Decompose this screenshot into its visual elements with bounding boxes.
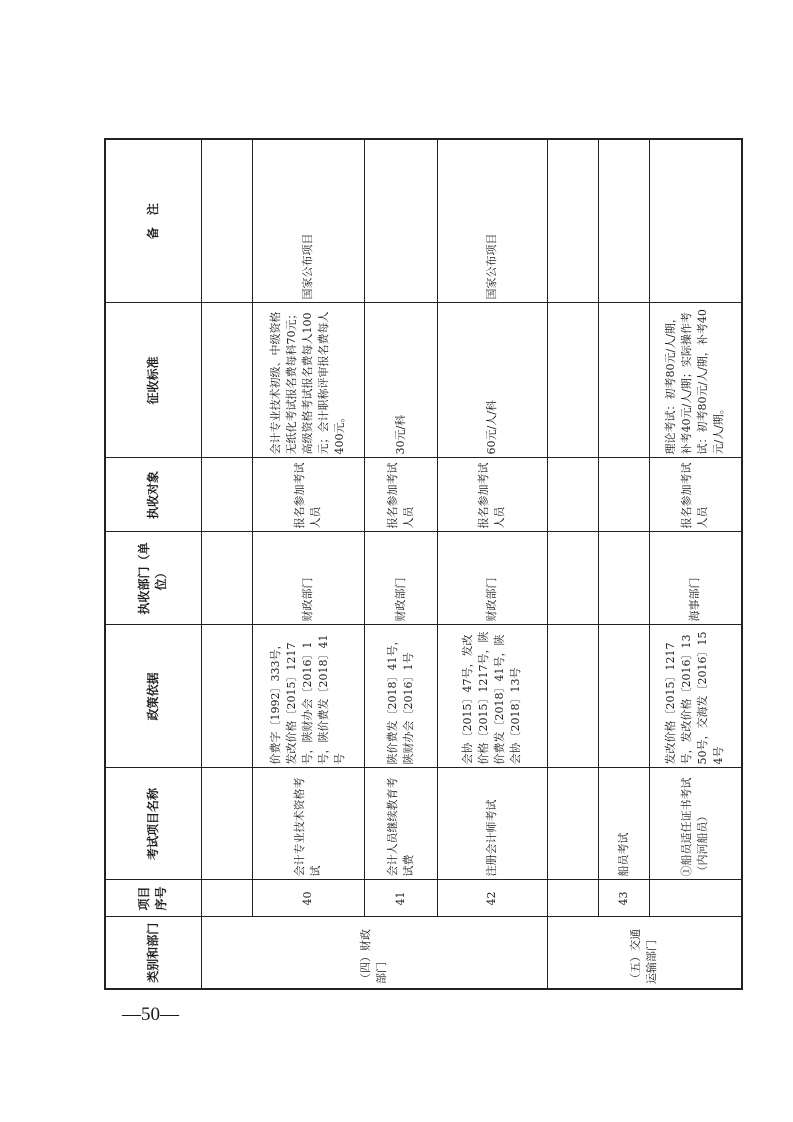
target-cell: 报名参加考试人员	[364, 458, 437, 532]
header-dept: 执收部门（单位）	[105, 532, 201, 625]
policy-cell: 发改价格〔2015〕1217号，发改价格〔2016〕1350号，交海发〔2016〕154号	[649, 625, 742, 768]
policy-cell: 陕价费发〔2018〕41号，陕财办会〔2016〕1号	[364, 625, 437, 768]
category-cell: （五）交通运输部门	[547, 917, 742, 989]
table-row	[437, 139, 547, 989]
header-category: 类别和部门	[105, 917, 201, 989]
seq-cell: 41	[364, 880, 437, 917]
target-cell	[598, 458, 649, 532]
seq-cell	[649, 880, 742, 917]
table-row	[252, 139, 364, 989]
remark-cell: 国家公布项目	[437, 139, 547, 303]
table-row	[598, 139, 649, 989]
standard-cell: 会计专业技术初级、中级资格无纸化考试报名费每科70元；高级资格考试报名费每人100元；会计职称评审报名费每人400元。	[252, 303, 364, 458]
policy-cell	[547, 625, 598, 768]
remark-cell	[649, 139, 742, 303]
header-seq: 项目序号	[105, 880, 201, 917]
seq-cell: 43	[598, 880, 649, 917]
header-target: 执收对象	[105, 458, 201, 532]
target-cell: 报名参加考试人员	[437, 458, 547, 532]
exam-name-cell: 船员考试	[598, 768, 649, 880]
exam-name-cell	[547, 768, 598, 880]
remark-cell	[547, 139, 598, 303]
dept-cell: 海事部门	[649, 532, 742, 625]
dept-cell: 财政部门	[437, 532, 547, 625]
policy-cell: 会协〔2015〕47号，发改价格〔2015〕1217号，陕价费发〔2018〕41号，陕会协〔2018〕13号	[437, 625, 547, 768]
policy-cell: 价费字〔1992〕333号，发改价格〔2015〕1217号，陕财办会〔2016〕1号，陕价费发〔2018〕41号	[252, 625, 364, 768]
remark-cell	[364, 139, 437, 303]
table-row	[201, 139, 252, 989]
seq-cell: 40	[252, 880, 364, 917]
dept-cell: 财政部门	[252, 532, 364, 625]
standard-cell: 理论考试：初考80元/人/期，补考40元/人/期；实际操作考试：初考80元/人/期，补考40元/人/期。	[649, 303, 742, 458]
table-row	[364, 139, 437, 989]
standard-cell	[547, 303, 598, 458]
standard-cell	[598, 303, 649, 458]
header-exam-name: 考试项目名称	[105, 768, 201, 880]
target-cell: 报名参加考试人员	[649, 458, 742, 532]
seq-cell: 42	[437, 880, 547, 917]
remark-cell: 国家公布项目	[252, 139, 364, 303]
exam-name-cell: 会计专业技术资格考试	[252, 768, 364, 880]
exam-name-cell: 会计人员继续教育考试费	[364, 768, 437, 880]
category-cell: （四）财政部门	[201, 917, 547, 989]
fee-table	[104, 138, 743, 990]
exam-name-cell: 注册会计师考试	[437, 768, 547, 880]
page-number: —50—	[122, 1004, 179, 1025]
dept-cell	[547, 532, 598, 625]
table-row	[649, 139, 742, 989]
header-policy: 政策依据	[105, 625, 201, 768]
exam-name-cell: ①船员适任证书考试（内河船员）	[649, 768, 742, 880]
table-row	[547, 139, 598, 989]
rotated-table-container	[104, 140, 726, 990]
dept-cell	[598, 532, 649, 625]
target-cell	[547, 458, 598, 532]
target-cell: 报名参加考试人员	[252, 458, 364, 532]
header-remark: 备 注	[105, 139, 201, 303]
remark-cell	[598, 139, 649, 303]
dept-cell: 财政部门	[364, 532, 437, 625]
header-standard: 征收标准	[105, 303, 201, 458]
standard-cell: 60元/人/科	[437, 303, 547, 458]
policy-cell	[598, 625, 649, 768]
header-row	[105, 139, 201, 989]
seq-cell	[547, 880, 598, 917]
standard-cell: 30元/科	[364, 303, 437, 458]
